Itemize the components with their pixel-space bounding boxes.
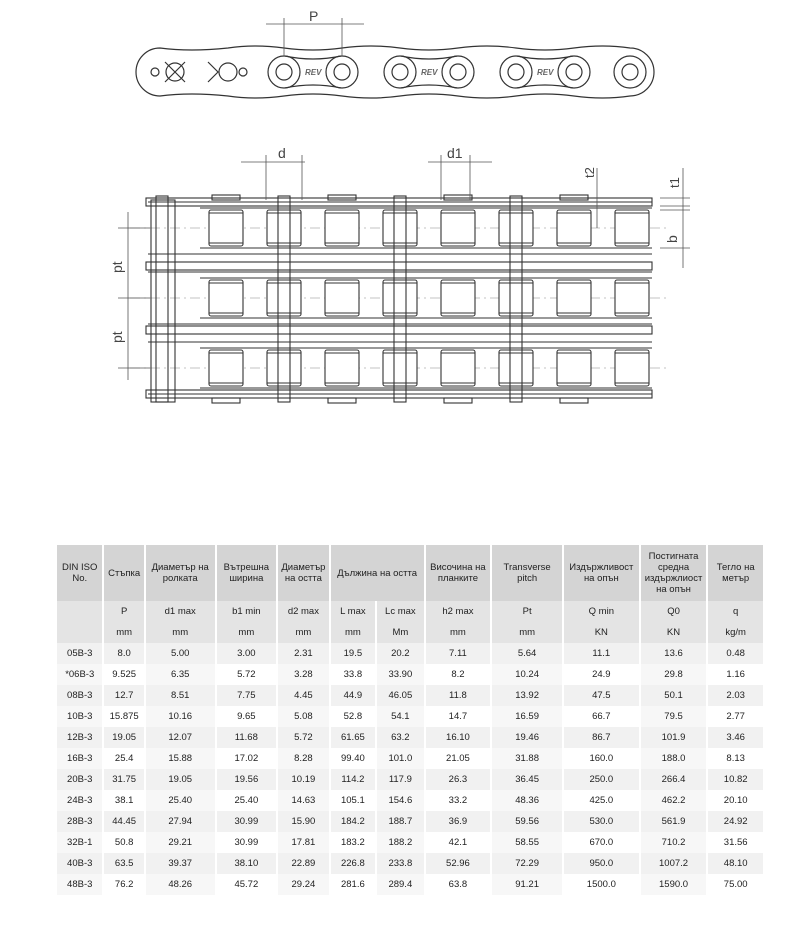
table-cell: 10.16: [145, 706, 216, 727]
row-designation: 05B-3: [57, 643, 103, 664]
roller: [499, 210, 533, 246]
table-cell: 9.525: [103, 664, 144, 685]
table-cell: 30.99: [216, 811, 278, 832]
row-designation: *06B-3: [57, 664, 103, 685]
table-cell: 48.36: [491, 790, 563, 811]
table-cell: 31.88: [491, 748, 563, 769]
table-cell: 27.94: [145, 811, 216, 832]
table-cell: 233.8: [376, 853, 424, 874]
pin-head: [328, 398, 356, 403]
table-cell: 8.0: [103, 643, 144, 664]
clip-rivet: [151, 68, 159, 76]
table-cell: 11.8: [425, 685, 492, 706]
table-cell: 63.8: [425, 874, 492, 895]
table-cell: 48.10: [707, 853, 764, 874]
table-cell: 12.07: [145, 727, 216, 748]
table-cell: 10.24: [491, 664, 563, 685]
table-cell: 12.7: [103, 685, 144, 706]
table-cell: 462.2: [640, 790, 708, 811]
table-cell: 66.7: [563, 706, 640, 727]
table-cell: 17.81: [277, 832, 330, 853]
table-cell: 63.5: [103, 853, 144, 874]
table-cell: 289.4: [376, 874, 424, 895]
symbol-cell: d2 max: [277, 601, 330, 622]
table-row: [57, 874, 764, 895]
roller: [441, 350, 475, 386]
header-pitch: Стъпка: [103, 545, 144, 601]
table-cell: 11.68: [216, 727, 278, 748]
roller: [325, 210, 359, 246]
roller: [615, 350, 649, 386]
table-row: [57, 769, 764, 790]
table-cell: 266.4: [640, 769, 708, 790]
table-row: [57, 853, 764, 874]
table-cell: 29.24: [277, 874, 330, 895]
chain-outline: [136, 46, 654, 98]
roller: [383, 210, 417, 246]
unit-cell: [57, 622, 103, 643]
link-pin: [392, 64, 408, 80]
symbol-cell: d1 max: [145, 601, 216, 622]
roller: [441, 280, 475, 316]
table-cell: 10.82: [707, 769, 764, 790]
table-cell: 45.72: [216, 874, 278, 895]
table-row: [57, 643, 764, 664]
table-cell: 29.8: [640, 664, 708, 685]
table-cell: 25.40: [145, 790, 216, 811]
table-cell: 33.90: [376, 664, 424, 685]
table-row: [57, 685, 764, 706]
table-cell: 0.48: [707, 643, 764, 664]
header-pin-diameter: Диаметър на остта: [277, 545, 330, 601]
table-row: [57, 748, 764, 769]
roller: [615, 210, 649, 246]
symbol-cell: Pt: [491, 601, 563, 622]
unit-row: [57, 622, 764, 643]
table-cell: 26.3: [425, 769, 492, 790]
unit-cell: mm: [277, 622, 330, 643]
symbol-cell: h2 max: [425, 601, 492, 622]
roller: [557, 210, 591, 246]
table-cell: 25.40: [216, 790, 278, 811]
connecting-link: [151, 200, 175, 402]
table-cell: 20.10: [707, 790, 764, 811]
table-cell: 561.9: [640, 811, 708, 832]
table-cell: 3.28: [277, 664, 330, 685]
table-cell: 19.46: [491, 727, 563, 748]
table-cell: 3.00: [216, 643, 278, 664]
table-cell: 19.5: [330, 643, 376, 664]
table-cell: 183.2: [330, 832, 376, 853]
link-plate-eye: [326, 56, 358, 88]
table-cell: 7.75: [216, 685, 278, 706]
table-cell: 11.1: [563, 643, 640, 664]
table-body: [57, 643, 764, 895]
table-cell: 50.1: [640, 685, 708, 706]
table-cell: 15.90: [277, 811, 330, 832]
roller: [325, 280, 359, 316]
label-d: d: [278, 145, 286, 161]
roller: [209, 350, 243, 386]
table-cell: 5.08: [277, 706, 330, 727]
label-b: b: [664, 235, 680, 243]
table-cell: 1007.2: [640, 853, 708, 874]
header-avg-tensile-strength: Постигната средна издържлиост на опън: [640, 545, 708, 601]
link-plate-eye: [614, 56, 646, 88]
unit-cell: mm: [145, 622, 216, 643]
table-row: [57, 727, 764, 748]
symbol-cell: P: [103, 601, 144, 622]
link-pin: [334, 64, 350, 80]
chain-top-view: [130, 195, 670, 403]
table-cell: 5.00: [145, 643, 216, 664]
table-cell: 14.7: [425, 706, 492, 727]
header-pin-length: Дължина на остта: [330, 545, 425, 601]
symbol-cell: [57, 601, 103, 622]
table-cell: 91.21: [491, 874, 563, 895]
table-cell: 1.16: [707, 664, 764, 685]
table-cell: 61.65: [330, 727, 376, 748]
unit-cell: KN: [563, 622, 640, 643]
header-roller-diameter: Диаметър на ролката: [145, 545, 216, 601]
table-cell: 5.72: [216, 664, 278, 685]
unit-cell: mm: [425, 622, 492, 643]
table-cell: 33.8: [330, 664, 376, 685]
roller: [615, 280, 649, 316]
table-cell: 8.28: [277, 748, 330, 769]
header-tensile-strength: Издържливост на опън: [563, 545, 640, 601]
table-cell: 15.88: [145, 748, 216, 769]
table-cell: 25.4: [103, 748, 144, 769]
symbol-cell: Lc max: [376, 601, 424, 622]
label-d1: d1: [447, 145, 463, 161]
table-cell: 4.45: [277, 685, 330, 706]
plate-logo: REV: [421, 68, 438, 77]
table-cell: 31.75: [103, 769, 144, 790]
pin-head: [444, 398, 472, 403]
row-designation: 28B-3: [57, 811, 103, 832]
table-cell: 15.875: [103, 706, 144, 727]
table-cell: 2.31: [277, 643, 330, 664]
table-cell: 20.2: [376, 643, 424, 664]
table-cell: 188.7: [376, 811, 424, 832]
table-cell: 10.19: [277, 769, 330, 790]
plate-logo: REV: [305, 68, 322, 77]
link-pin: [508, 64, 524, 80]
table-cell: 59.56: [491, 811, 563, 832]
table-cell: 79.5: [640, 706, 708, 727]
header-transverse-pitch: Transverse pitch: [491, 545, 563, 601]
table-cell: 5.64: [491, 643, 563, 664]
table-cell: 75.00: [707, 874, 764, 895]
table-cell: 530.0: [563, 811, 640, 832]
roller: [499, 280, 533, 316]
pin-head: [560, 398, 588, 403]
table-cell: 184.2: [330, 811, 376, 832]
table-cell: 950.0: [563, 853, 640, 874]
row-designation: 48B-3: [57, 874, 103, 895]
clip-rivet: [239, 68, 247, 76]
symbol-cell: b1 min: [216, 601, 278, 622]
table-cell: 160.0: [563, 748, 640, 769]
table-cell: 44.9: [330, 685, 376, 706]
table-cell: 24.9: [563, 664, 640, 685]
header-din: DIN ISO No.: [57, 545, 103, 601]
through-pin: [156, 196, 168, 402]
table-cell: 250.0: [563, 769, 640, 790]
table-cell: 19.56: [216, 769, 278, 790]
link-plate-eye: [442, 56, 474, 88]
table-cell: 101.0: [376, 748, 424, 769]
table-cell: 17.02: [216, 748, 278, 769]
row-designation: 10B-3: [57, 706, 103, 727]
table-cell: 5.72: [277, 727, 330, 748]
table-cell: 44.45: [103, 811, 144, 832]
table-cell: 188.0: [640, 748, 708, 769]
unit-cell: mm: [103, 622, 144, 643]
link-pin: [219, 63, 237, 81]
table-cell: 8.2: [425, 664, 492, 685]
header-weight: Тегло на метър: [707, 545, 764, 601]
table-cell: 8.13: [707, 748, 764, 769]
table-cell: 1500.0: [563, 874, 640, 895]
table-cell: 7.11: [425, 643, 492, 664]
label-P: P: [309, 8, 319, 24]
symbol-row: [57, 601, 764, 622]
specifications-table-container: [57, 545, 765, 895]
label-t2: t2: [582, 167, 597, 178]
header-row: [57, 545, 764, 601]
table-cell: 36.45: [491, 769, 563, 790]
table-cell: 6.35: [145, 664, 216, 685]
label-pt-2: pt: [109, 331, 125, 343]
table-cell: 47.5: [563, 685, 640, 706]
table-cell: 54.1: [376, 706, 424, 727]
plate-logos: [305, 68, 554, 77]
symbol-cell: q: [707, 601, 764, 622]
roller: [209, 210, 243, 246]
table-cell: 425.0: [563, 790, 640, 811]
table-cell: 9.65: [216, 706, 278, 727]
pin-head: [212, 398, 240, 403]
table-cell: 63.2: [376, 727, 424, 748]
roller: [267, 280, 301, 316]
table-cell: 670.0: [563, 832, 640, 853]
symbol-cell: Q0: [640, 601, 708, 622]
link-pin: [566, 64, 582, 80]
table-cell: 14.63: [277, 790, 330, 811]
table-cell: 19.05: [103, 727, 144, 748]
table-cell: 50.8: [103, 832, 144, 853]
row-designation: 08B-3: [57, 685, 103, 706]
link-pin: [276, 64, 292, 80]
unit-cell: mm: [216, 622, 278, 643]
chain-side-view: [136, 46, 654, 98]
table-cell: 154.6: [376, 790, 424, 811]
table-cell: 36.9: [425, 811, 492, 832]
table-row: [57, 832, 764, 853]
link-plate-eye: [558, 56, 590, 88]
spring-clip: [165, 62, 218, 82]
table-cell: 13.6: [640, 643, 708, 664]
row-designation: 16B-3: [57, 748, 103, 769]
unit-cell: Mm: [376, 622, 424, 643]
unit-cell: mm: [330, 622, 376, 643]
table-cell: 39.37: [145, 853, 216, 874]
roller: [267, 350, 301, 386]
table-cell: 99.40: [330, 748, 376, 769]
table-cell: 42.1: [425, 832, 492, 853]
plate-logo: REV: [537, 68, 554, 77]
table-cell: 13.92: [491, 685, 563, 706]
table-cell: 2.77: [707, 706, 764, 727]
header-inner-width: Вътрешна ширина: [216, 545, 278, 601]
roller: [383, 280, 417, 316]
table-cell: 24.92: [707, 811, 764, 832]
roller: [267, 210, 301, 246]
middle-plate: [146, 262, 652, 270]
table-cell: 105.1: [330, 790, 376, 811]
unit-cell: KN: [640, 622, 708, 643]
link-pin: [622, 64, 638, 80]
table-cell: 22.89: [277, 853, 330, 874]
table-cell: 38.1: [103, 790, 144, 811]
table-cell: 86.7: [563, 727, 640, 748]
table-cell: 8.51: [145, 685, 216, 706]
table-row: [57, 790, 764, 811]
table-cell: 188.2: [376, 832, 424, 853]
unit-cell: kg/m: [707, 622, 764, 643]
table-cell: 2.03: [707, 685, 764, 706]
row-designation: 20B-3: [57, 769, 103, 790]
table-cell: 76.2: [103, 874, 144, 895]
table-cell: 226.8: [330, 853, 376, 874]
table-cell: 1590.0: [640, 874, 708, 895]
symbol-cell: Q min: [563, 601, 640, 622]
table-row: [57, 811, 764, 832]
table-cell: 101.9: [640, 727, 708, 748]
table-cell: 16.10: [425, 727, 492, 748]
roller: [325, 350, 359, 386]
table-cell: 38.10: [216, 853, 278, 874]
label-t1: t1: [667, 177, 682, 188]
row-designation: 40B-3: [57, 853, 103, 874]
table-cell: 72.29: [491, 853, 563, 874]
table-cell: 30.99: [216, 832, 278, 853]
symbol-cell: L max: [330, 601, 376, 622]
table-cell: 48.26: [145, 874, 216, 895]
middle-plate: [146, 326, 652, 334]
link-pin: [450, 64, 466, 80]
header-plate-height: Височина на планките: [425, 545, 492, 601]
link-plate-eye: [384, 56, 416, 88]
table-cell: 3.46: [707, 727, 764, 748]
table-cell: 21.05: [425, 748, 492, 769]
table-cell: 19.05: [145, 769, 216, 790]
link-plate-eye: [268, 56, 300, 88]
specifications-table: [57, 545, 765, 895]
table-row: [57, 706, 764, 727]
table-cell: 281.6: [330, 874, 376, 895]
table-cell: 58.55: [491, 832, 563, 853]
roller: [383, 350, 417, 386]
table-cell: 117.9: [376, 769, 424, 790]
table-cell: 52.8: [330, 706, 376, 727]
table-cell: 31.56: [707, 832, 764, 853]
row-designation: 32B-1: [57, 832, 103, 853]
unit-cell: mm: [491, 622, 563, 643]
roller: [557, 350, 591, 386]
table-row: [57, 664, 764, 685]
table-cell: 33.2: [425, 790, 492, 811]
roller: [441, 210, 475, 246]
table-cell: 46.05: [376, 685, 424, 706]
table-cell: 16.59: [491, 706, 563, 727]
row-designation: 24B-3: [57, 790, 103, 811]
table-cell: 710.2: [640, 832, 708, 853]
roller: [209, 280, 243, 316]
roller: [557, 280, 591, 316]
table-cell: 52.96: [425, 853, 492, 874]
row-designation: 12B-3: [57, 727, 103, 748]
roller: [499, 350, 533, 386]
table-cell: 29.21: [145, 832, 216, 853]
link-plate-eye: [500, 56, 532, 88]
label-pt-1: pt: [109, 261, 125, 273]
table-cell: 114.2: [330, 769, 376, 790]
